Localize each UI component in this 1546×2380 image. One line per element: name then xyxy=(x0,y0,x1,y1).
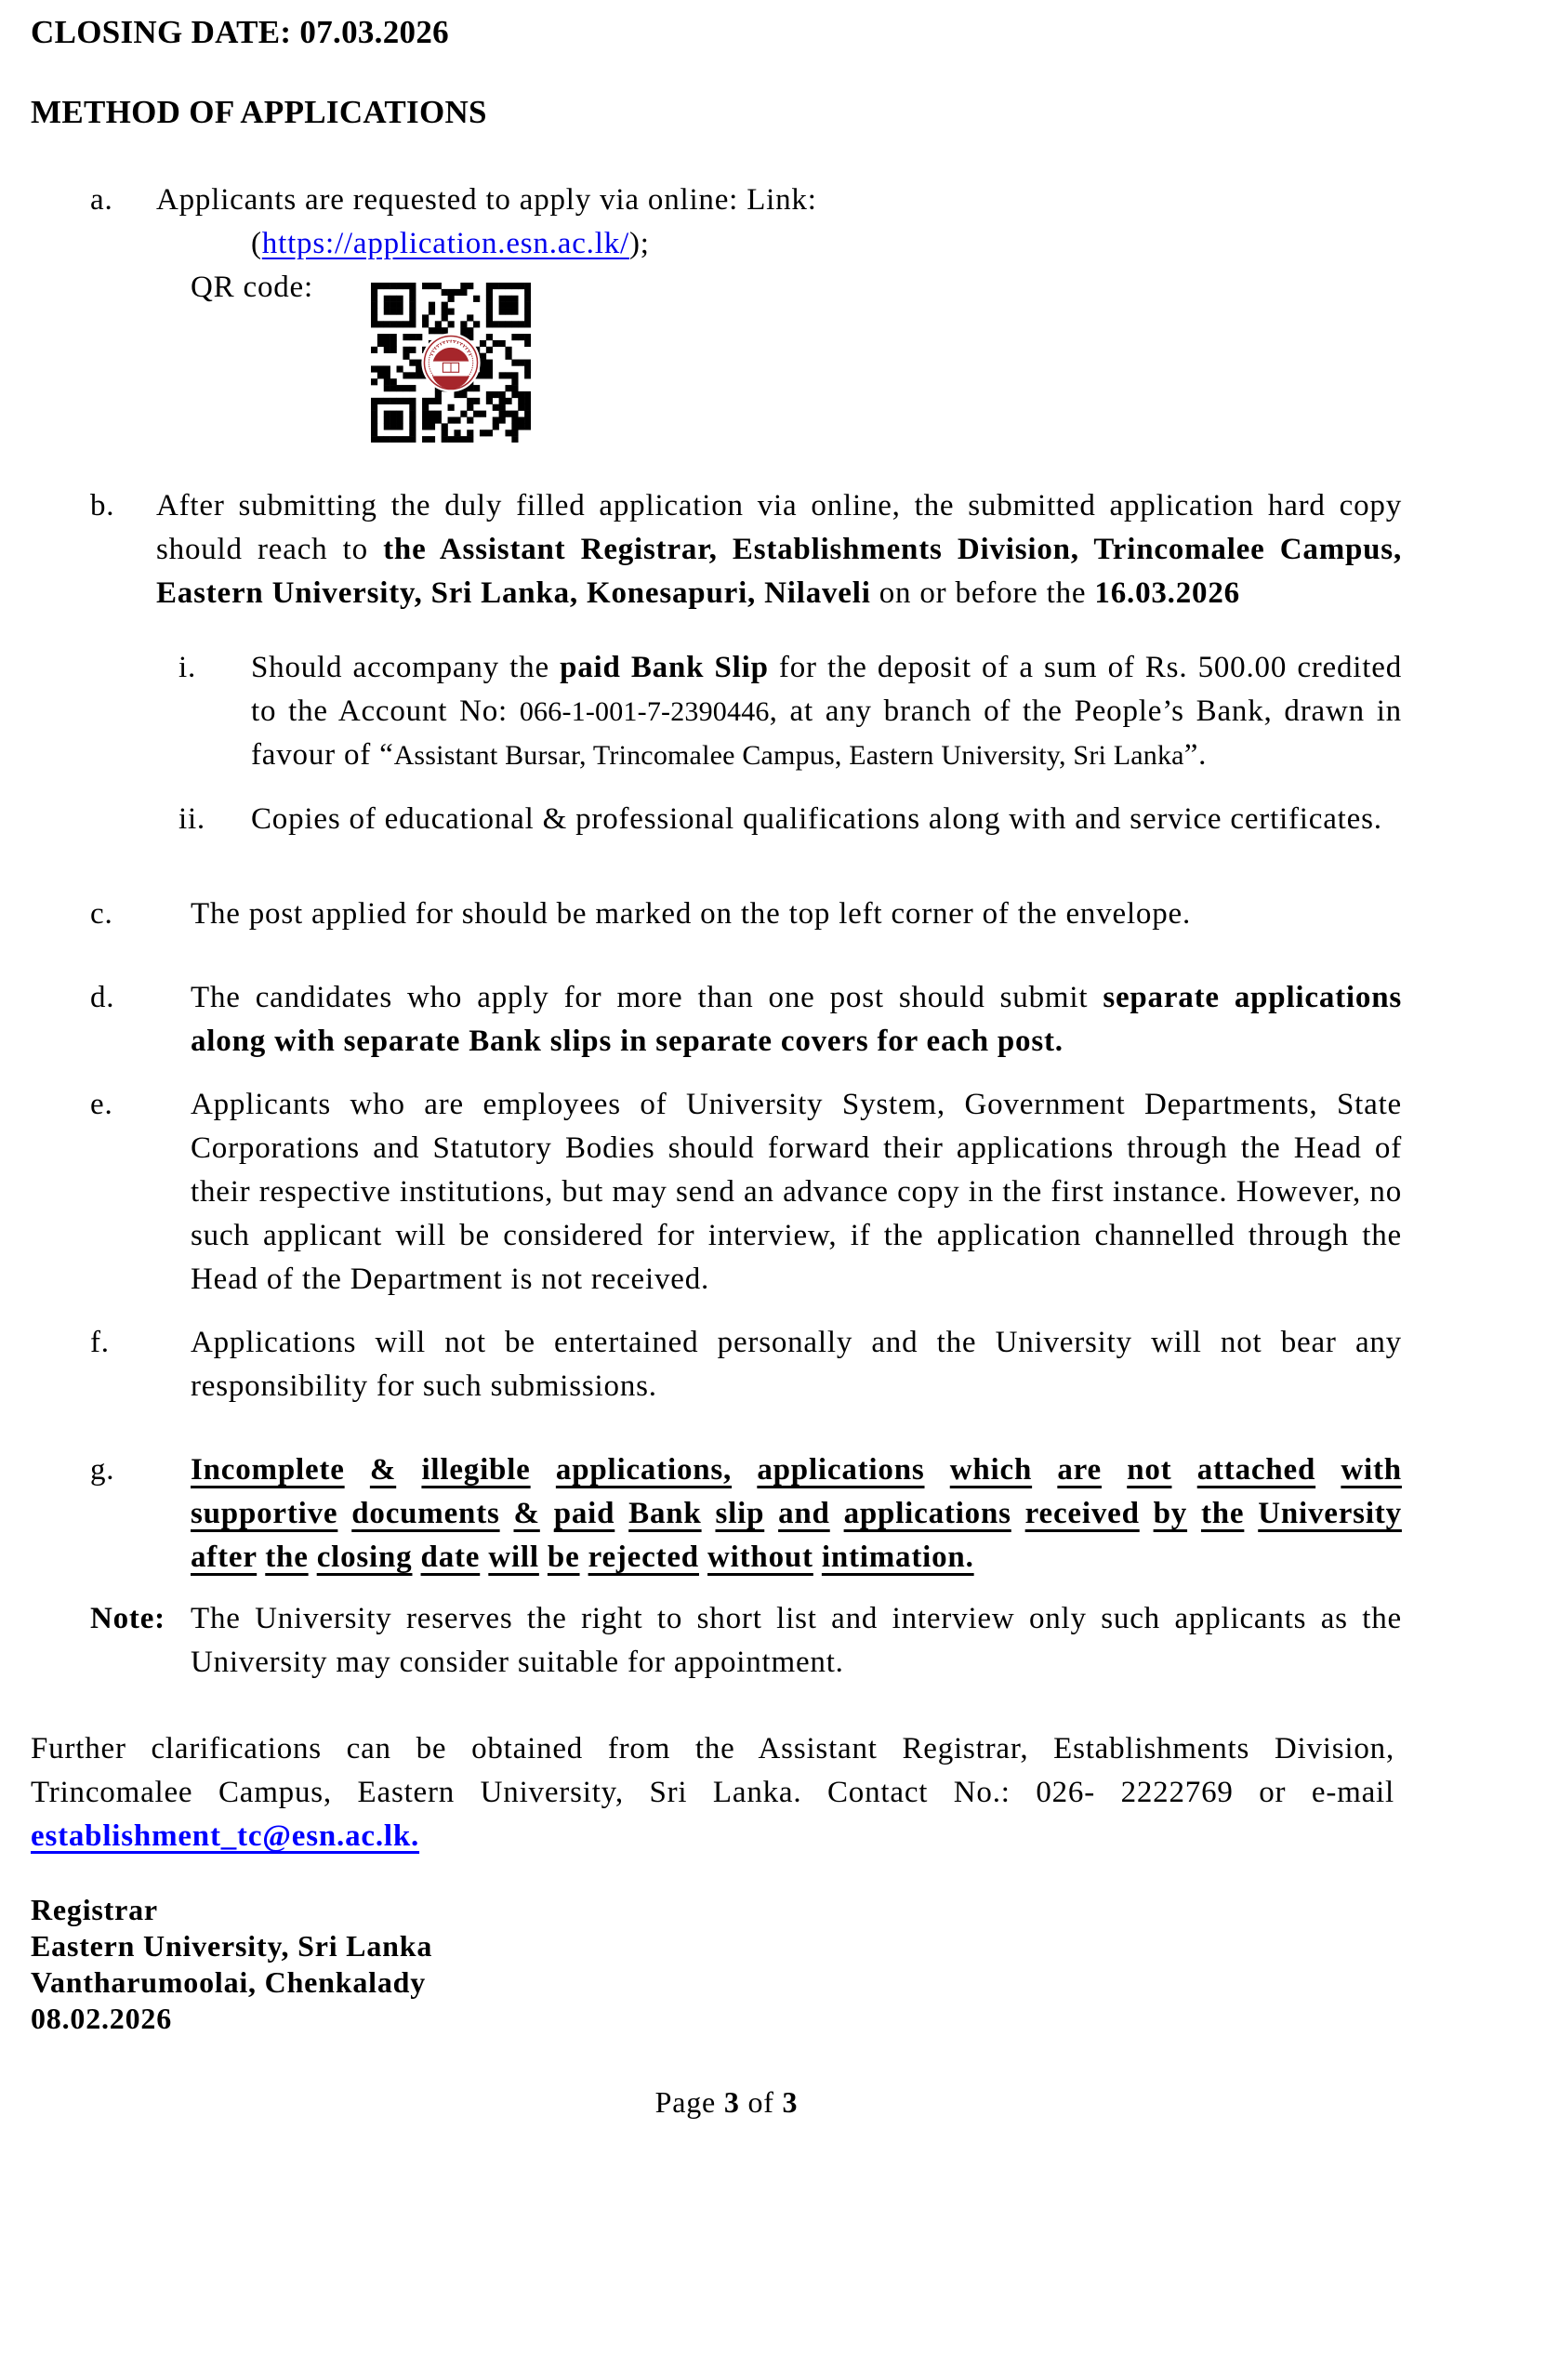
item-a-intro: Applicants are requested to apply via online: Link: xyxy=(156,183,817,217)
sub-item-i xyxy=(178,646,1402,777)
page-word: Page xyxy=(654,2085,724,2119)
list-marker-d: d. xyxy=(90,981,115,1014)
of-word: of xyxy=(739,2085,783,2119)
item-g-warning-text: Incomplete & illegible applications, applications which are not attached with supportive documents & paid Bank slip and applications received by the University after the closing date will be rejected without intimation. xyxy=(191,1453,1402,1574)
page-number-footer xyxy=(0,2081,1546,2124)
open-paren: ( xyxy=(251,227,262,260)
university-emblem-icon xyxy=(421,333,480,391)
sub-item-ii xyxy=(178,798,1402,841)
further-clarifications-paragraph xyxy=(31,1727,1394,1858)
item-b-run1: After submitting the duly filled application via online, the submitted application hard copy should reach to xyxy=(156,489,1402,566)
note-label: Note: xyxy=(90,1602,165,1635)
current-page-number: 3 xyxy=(723,2085,740,2119)
item-i-bankslip-bold: paid Bank Slip xyxy=(560,651,769,684)
closing-date-heading: CLOSING DATE: 07.03.2026 xyxy=(31,14,449,50)
item-i-payee-name: Assistant Bursar, Trincomalee Campus, Eastern University, Sri Lanka xyxy=(393,740,1184,771)
list-marker-g: g. xyxy=(90,1453,115,1487)
item-b-address-bold: the Assistant Registrar, Establishments Division, Trincomalee Campus, Eastern University, Sri Lanka, Konesapuri, Nilaveli xyxy=(156,533,1402,610)
item-d-text xyxy=(191,976,1402,1064)
list-item-b xyxy=(90,484,1402,615)
item-d-separate-bold: separate applications along with separate Bank slips in separate covers for each post. xyxy=(191,981,1402,1058)
list-marker-f: f. xyxy=(90,1326,110,1359)
qr-code-icon xyxy=(371,283,531,443)
further-clarifications-text: Further clarifications can be obtained from the Assistant Registrar, Establishments Division, Trincomalee Campus, Eastern University, Sri Lanka. Contact No.: 026- 2222769 or e-mail xyxy=(31,1732,1394,1809)
list-item-f xyxy=(90,1321,1402,1408)
item-a-text xyxy=(156,178,1402,443)
list-marker-ii: ii. xyxy=(178,802,205,836)
item-i-run3: for the deposit of a sum of Rs. 500.00 credited to the Account No: xyxy=(251,651,1402,728)
item-i-account-number: 066-1-001-7-2390446 xyxy=(519,696,770,727)
total-page-number: 3 xyxy=(782,2085,799,2119)
item-i-run5: , at any branch of the People’s Bank, drawn in favour of “ xyxy=(251,694,1402,772)
list-marker-a: a. xyxy=(90,183,113,217)
signatory-address: Vantharumoolai, Chenkalady xyxy=(31,1965,427,1999)
qr-row xyxy=(191,266,1402,443)
item-c-text: The post applied for should be marked on the top left corner of the envelope. xyxy=(191,897,1192,931)
list-marker-i: i. xyxy=(178,651,197,684)
method-of-applications-heading: METHOD OF APPLICATIONS xyxy=(31,94,487,130)
item-b-run3: on or before the xyxy=(870,576,1095,610)
signatory-title: Registrar xyxy=(31,1893,158,1926)
item-e-text: Applicants who are employees of University System, Government Departments, State Corporations and Statutory Bodies should forward their applications through the Head of their respective institutions, but may send an advance copy in the first instance. However, no such applicant will be considered for interview, if the application channelled through the Head of the Department is not received. xyxy=(191,1088,1402,1296)
list-item-a xyxy=(90,178,1402,443)
note-block xyxy=(90,1597,1402,1685)
note-text: The University reserves the right to short list and interview only such applicants as the University may consider suitable for appointment. xyxy=(191,1602,1402,1679)
list-item-g xyxy=(90,1448,1402,1580)
establishment-email-link[interactable]: establishment_tc@esn.ac.lk. xyxy=(31,1819,420,1853)
item-b-text xyxy=(156,484,1402,615)
item-i-run7: ”. xyxy=(1183,738,1208,772)
qr-code-label: QR code: xyxy=(191,271,313,304)
list-item-d xyxy=(90,976,1402,1064)
list-marker-e: e. xyxy=(90,1088,113,1121)
signatory-university: Eastern University, Sri Lanka xyxy=(31,1929,433,1963)
sub-item-i-text xyxy=(251,646,1402,777)
list-marker-c: c. xyxy=(90,897,113,931)
signature-date: 08.02.2026 xyxy=(31,2002,172,2035)
application-portal-link[interactable]: https://application.esn.ac.lk/ xyxy=(261,227,629,260)
item-i-run1: Should accompany the xyxy=(251,651,561,684)
item-b-date-bold: 16.03.2026 xyxy=(1094,576,1240,610)
list-item-e xyxy=(90,1083,1402,1302)
item-f-text: Applications will not be entertained personally and the University will not bear any responsibility for such submissions. xyxy=(191,1326,1402,1403)
close-paren: ); xyxy=(628,227,650,260)
item-d-run1: The candidates who apply for more than one post should submit xyxy=(191,981,1103,1014)
sub-item-ii-text: Copies of educational & professional qualifications along with and service certificates. xyxy=(251,802,1382,836)
application-link-line xyxy=(251,222,1402,266)
list-marker-b: b. xyxy=(90,489,115,522)
signature-block xyxy=(31,1892,1546,2037)
list-item-c xyxy=(90,892,1402,936)
